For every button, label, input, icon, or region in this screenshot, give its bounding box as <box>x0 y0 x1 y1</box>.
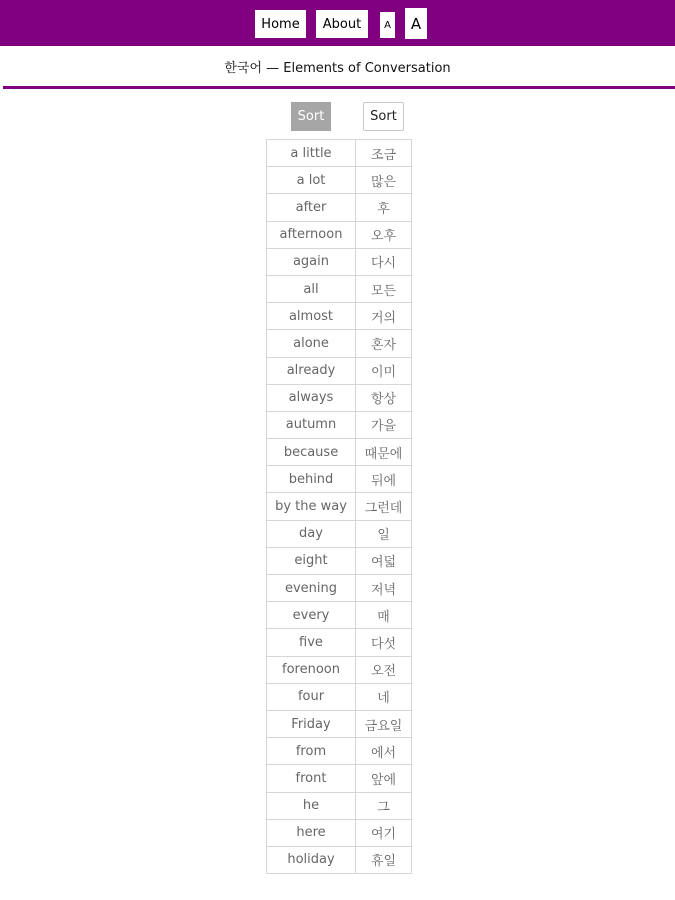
vocab-row <box>267 520 412 547</box>
korean-word: 오후 <box>356 221 412 248</box>
korean-word: 여기 <box>356 819 412 846</box>
korean-word: 저녁 <box>356 575 412 602</box>
vocab-row <box>267 411 412 438</box>
korean-word: 뒤에 <box>356 466 412 493</box>
korean-word: 조금 <box>356 140 412 167</box>
korean-word: 여덟 <box>356 547 412 574</box>
english-word: holiday <box>267 846 356 873</box>
vocab-row <box>267 629 412 656</box>
korean-word: 네 <box>356 683 412 710</box>
english-word: eight <box>267 547 356 574</box>
korean-word: 오전 <box>356 656 412 683</box>
vocab-row <box>267 330 412 357</box>
top-nav-bar <box>0 0 675 46</box>
english-word: already <box>267 357 356 384</box>
korean-word: 이미 <box>356 357 412 384</box>
font-increase-button[interactable]: A <box>405 8 427 39</box>
korean-word: 거의 <box>356 303 412 330</box>
korean-word: 그 <box>356 792 412 819</box>
korean-word: 휴일 <box>356 846 412 873</box>
english-word: alone <box>267 330 356 357</box>
vocab-row <box>267 738 412 765</box>
english-word: behind <box>267 466 356 493</box>
english-word: afternoon <box>267 221 356 248</box>
english-word: from <box>267 738 356 765</box>
vocab-row <box>267 602 412 629</box>
page-title: 한국어 — Elements of Conversation <box>224 61 451 76</box>
korean-word: 일 <box>356 520 412 547</box>
vocab-row <box>267 683 412 710</box>
english-word: every <box>267 602 356 629</box>
english-word: he <box>267 792 356 819</box>
vocab-row <box>267 846 412 873</box>
vocab-row <box>267 357 412 384</box>
korean-word: 다섯 <box>356 629 412 656</box>
vocab-row <box>267 710 412 737</box>
vocab-row <box>267 194 412 221</box>
vocab-row <box>267 765 412 792</box>
title-divider <box>3 86 675 89</box>
sort-english-button[interactable]: Sort <box>291 102 331 131</box>
korean-word: 많은 <box>356 167 412 194</box>
vocab-row <box>267 792 412 819</box>
korean-word: 항상 <box>356 384 412 411</box>
english-word: autumn <box>267 411 356 438</box>
vocab-row <box>267 439 412 466</box>
vocab-row <box>267 466 412 493</box>
korean-word: 후 <box>356 194 412 221</box>
english-word: evening <box>267 575 356 602</box>
vocab-row <box>267 384 412 411</box>
sort-korean-button[interactable]: Sort <box>363 102 404 131</box>
korean-word: 매 <box>356 602 412 629</box>
vocab-row <box>267 275 412 302</box>
vocab-row <box>267 656 412 683</box>
english-word: again <box>267 248 356 275</box>
english-word: five <box>267 629 356 656</box>
vocab-row <box>267 547 412 574</box>
english-word: by the way <box>267 493 356 520</box>
english-word: forenoon <box>267 656 356 683</box>
english-word: because <box>267 439 356 466</box>
korean-word: 가을 <box>356 411 412 438</box>
vocabulary-table <box>266 139 412 874</box>
english-word: a lot <box>267 167 356 194</box>
korean-word: 그런데 <box>356 493 412 520</box>
vocab-row <box>267 303 412 330</box>
english-word: day <box>267 520 356 547</box>
english-word: all <box>267 275 356 302</box>
vocab-row <box>267 493 412 520</box>
home-button[interactable]: Home <box>255 10 306 38</box>
english-word: four <box>267 683 356 710</box>
english-word: Friday <box>267 710 356 737</box>
vocab-row <box>267 575 412 602</box>
korean-word: 모든 <box>356 275 412 302</box>
korean-word: 때문에 <box>356 439 412 466</box>
korean-word: 혼자 <box>356 330 412 357</box>
korean-word: 다시 <box>356 248 412 275</box>
font-decrease-button[interactable]: A <box>380 12 395 38</box>
vocab-row <box>267 221 412 248</box>
korean-word: 에서 <box>356 738 412 765</box>
korean-word: 앞에 <box>356 765 412 792</box>
english-word: here <box>267 819 356 846</box>
english-word: front <box>267 765 356 792</box>
english-word: always <box>267 384 356 411</box>
english-word: a little <box>267 140 356 167</box>
vocab-row <box>267 140 412 167</box>
english-word: almost <box>267 303 356 330</box>
vocab-row <box>267 167 412 194</box>
vocab-row <box>267 819 412 846</box>
korean-word: 금요일 <box>356 710 412 737</box>
english-word: after <box>267 194 356 221</box>
vocab-row <box>267 248 412 275</box>
about-button[interactable]: About <box>316 10 368 38</box>
